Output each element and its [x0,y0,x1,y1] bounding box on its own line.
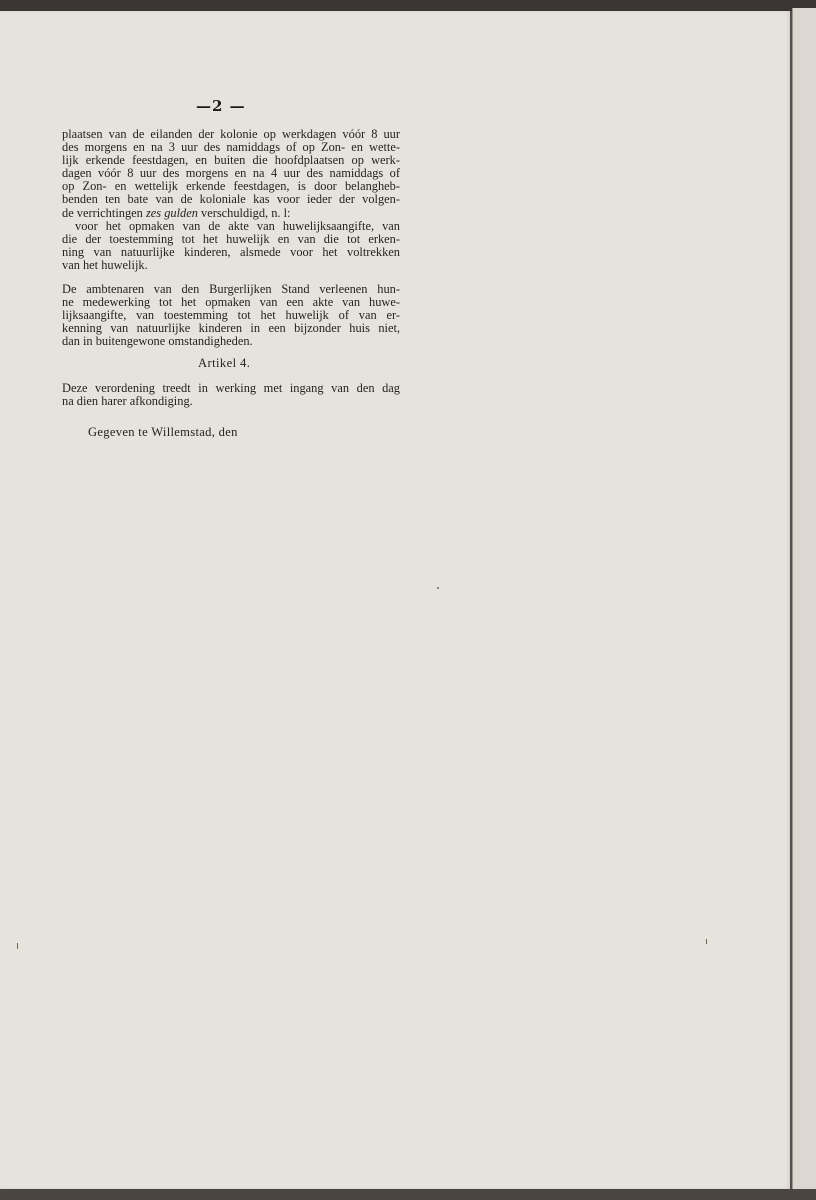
text-line: Deze verordening treedt in werking met ingang van den dag [62,381,400,395]
scan-bottom-edge [0,1189,816,1200]
text-line: na dien harer afkondiging. [62,394,193,409]
paper-speck [706,939,707,944]
text-line: dan in buitengewone omstandigheden. [62,334,253,349]
text-line: benden ten bate van de koloniale kas voor ieder der volgen- [62,192,400,207]
text-fragment: de verrichtingen [62,205,146,220]
text-line: plaatsen van de eilanden der kolonie op werkdagen vóór 8 uur [62,127,400,141]
adjacent-page-edge [792,8,816,1192]
paragraph-officials [62,283,400,348]
text-line: dagen vóór 8 uur des morgens en na 4 uur des namiddags of [62,166,400,181]
text-line: ne medewerking tot het opmaken van een akte van huwe- [62,295,400,310]
text-line: lijk erkende feestdagen, en buiten die hoofdplaatsen op werk- [62,153,400,168]
text-line: lijksaangifte, van toestemming tot het huwelijk of van er- [62,308,400,323]
text-line: De ambtenaren van den Burgerlijken Stand verleenen hun- [62,282,400,296]
paper-speck [17,943,18,949]
text-line: kenning van natuurlijke kinderen in een bijzonder huis niet, [62,321,400,336]
paper-speck [437,587,439,589]
paragraph-effective-date [62,382,400,408]
text-line: van het huwelijk. [62,257,148,272]
text-fragment: verschuldigd, n. l: [197,205,291,220]
closing-line: Gegeven te Willemstad, den [88,425,238,439]
text-line: des morgens en na 3 uur des namiddags of op Zon- en wette- [62,140,400,155]
emphasized-amount: zes gulden [145,205,198,220]
text-line: op Zon- en wettelijk erkende feestdagen, is door belangheb- [62,179,400,194]
text-line: ning van natuurlijke kinderen, alsmede voor het voltrekken [62,244,400,259]
paragraph-fees [62,128,400,272]
text-line: die der toestemming tot het huwelijk en van die tot erken- [62,231,400,246]
page-number: —2 — [196,97,246,115]
scan-top-edge [0,0,816,11]
article-heading: Artikel 4. [198,356,251,370]
text-line: voor het opmaken van de akte van huwelijksaangifte, van [75,218,400,233]
text-line [62,207,400,220]
